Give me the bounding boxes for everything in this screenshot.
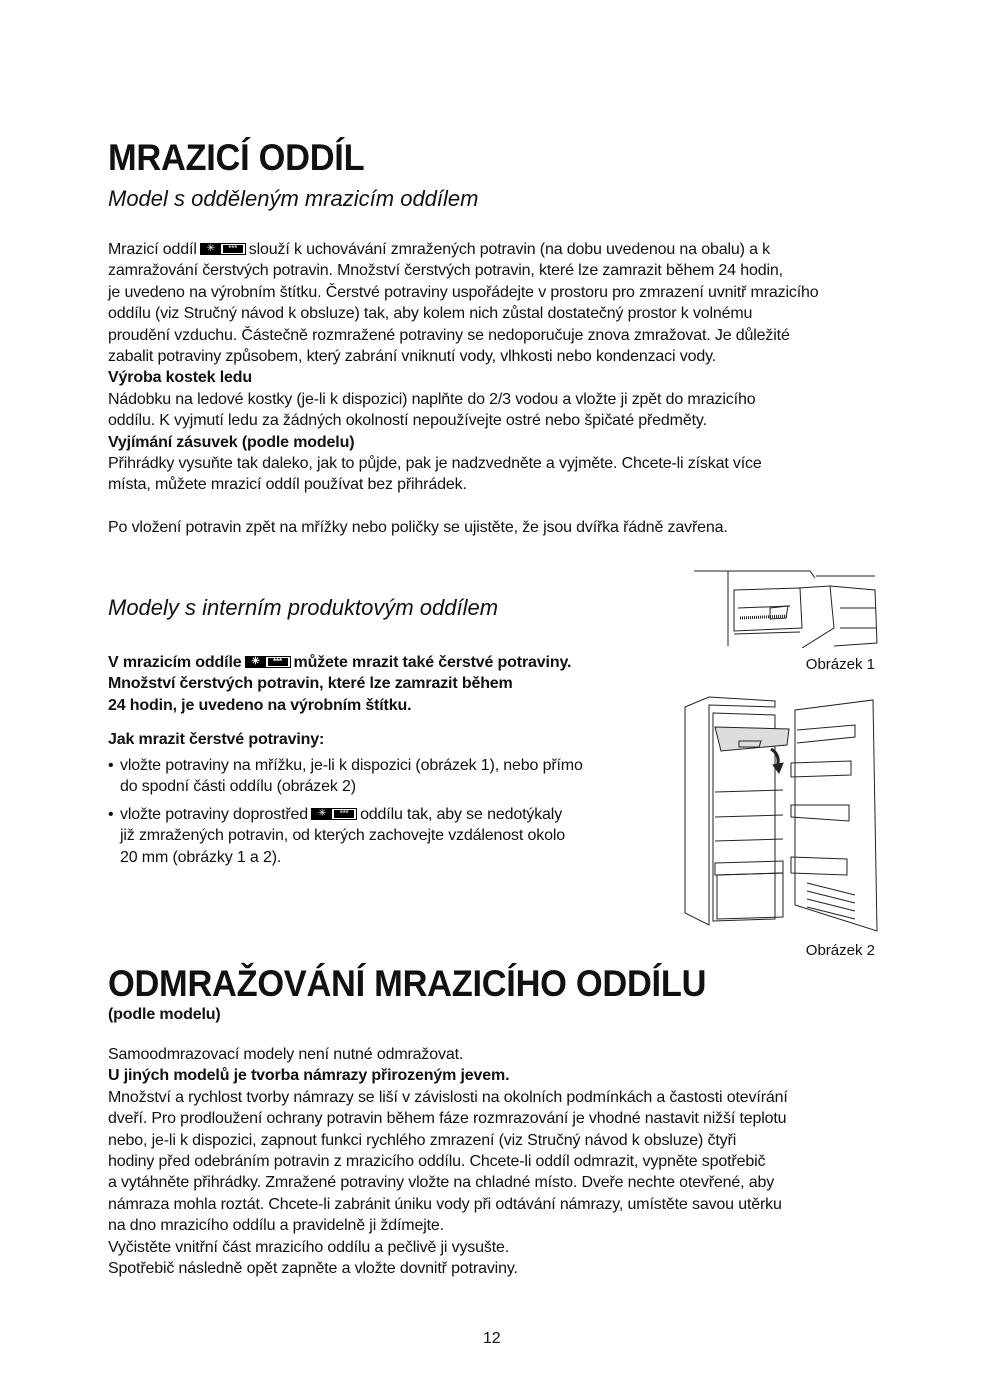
internal-intro	[108, 652, 571, 716]
text: vložte potraviny doprostřed	[120, 806, 309, 823]
text-line: je uvedeno na výrobním štítku. Čerstvé potraviny uspořádejte v prostoru pro zmrazení uvnitř mrazicího	[108, 283, 819, 301]
text-line: Přihrádky vysuňte tak daleko, jak to půjde, pak je nadzvedněte a vyjměte. Chcete-li získat více	[108, 454, 762, 472]
text-line: námraza mohla roztát. Chcete-li zabránit úniku vody při odtávání námrazy, umístěte savou utěrku	[108, 1195, 782, 1213]
freezer-intro	[108, 239, 819, 538]
bullet-item: • vložte potraviny doprostřed ✳ *** oddílu tak, aby se nedotýkaly již zmražených potravin, od kterých zachovejte vzdálenost okolo 20 mm (obrázky 1 a 2).	[108, 804, 565, 868]
text-line: a vytáhněte přihrádky. Zmražené potraviny vložte na chladné místo. Dveře nechte otevřené, aby	[108, 1174, 775, 1192]
text-line: Množství a rychlost tvorby námrazy se liší v závislosti na okolních podmínkách a častosti otevírání	[108, 1088, 788, 1106]
four-star-freezer-icon: ✳ ***	[200, 243, 246, 255]
section-title-freezer: MRAZICÍ ODDÍL	[108, 137, 365, 178]
bullet-item: • vložte potraviny na mřížku, je-li k dispozici (obrázek 1), nebo přímo do spodní části oddílu (obrázek 2)	[108, 755, 583, 798]
text: můžete mrazit také čerstvé potraviny.	[293, 654, 572, 671]
text-line: Vyčistěte vnitřní část mrazicího oddílu a pečlivě ji vysušte.	[108, 1238, 510, 1256]
text-line: místa, můžete mrazicí oddíl používat bez přihrádek.	[108, 476, 467, 494]
text: slouží k uchovávání zmražených potravin (na dobu uvedenou na obalu) a k	[248, 241, 770, 258]
text-line: nebo, je-li k dispozici, zapnout funkci rychlého zmrazení (viz Stručný návod k obsluze) čtyři	[108, 1131, 737, 1149]
text: Mrazicí oddíl	[108, 241, 197, 258]
text-line: oddílu. K vyjmutí ledu za žádných okolností nepoužívejte ostré nebo špičaté předměty.	[108, 412, 707, 430]
text-line: Spotřebič následně opět zapněte a vložte dovnitř potraviny.	[108, 1259, 518, 1277]
figure-2-fridge-illustration	[683, 695, 883, 935]
figure-1-caption: Obrázek 1	[805, 656, 875, 673]
text-line: U jiných modelů je tvorba námrazy přirozeným jevem.	[108, 1067, 510, 1085]
text-line: proudění vzduchu. Částečně rozmražené potraviny se nedoporučuje znova zmražovat. Je důležité	[108, 326, 790, 344]
defrost-note: (podle modelu)	[108, 1006, 221, 1023]
text-line: na dno mrazicího oddílu a pravidelně ji ždímejte.	[108, 1217, 444, 1235]
figure-1-freezer-rack-illustration	[690, 568, 880, 648]
defrost-text	[108, 1044, 788, 1279]
text-line: Samoodmrazovací modely není nutné odmražovat.	[108, 1046, 464, 1063]
text-line: Množství čerstvých potravin, které lze zamrazit během	[108, 675, 513, 693]
text: oddílu tak, aby se nedotýkaly	[360, 806, 563, 823]
page-number: 12	[483, 1330, 501, 1347]
text: vložte potraviny na mřížku, je-li k dispozici (obrázek 1), nebo přímo	[120, 757, 583, 774]
text-line: již zmražených potravin, od kterých zachovejte vzdálenost okolo	[120, 827, 565, 845]
text-line: dveří. Pro prodloužení ochrany potravin během fáze rozmrazování je vhodné nastavit nižší teplotu	[108, 1110, 787, 1128]
text-line: Nádobku na ledové kostky (je-li k dispozici) naplňte do 2/3 vodou a vložte ji zpět do mrazicího	[108, 390, 756, 408]
section-subtitle-separate: Model s odděleným mrazicím oddílem	[108, 186, 479, 211]
text: V mrazicím oddíle	[108, 654, 242, 671]
figure-2-caption: Obrázek 2	[805, 942, 875, 959]
text-line: 20 mm (obrázky 1 a 2).	[120, 848, 282, 866]
text-line: oddílu (viz Stručný návod k obsluze) tak, aby kolem nich zůstal dostatečný prostor k volnému	[108, 305, 753, 323]
how-heading: Jak mrazit čerstvé potraviny:	[108, 731, 325, 748]
text-line: hodiny před odebráním potravin z mrazicího oddílu. Chcete-li oddíl odmrazit, vypněte spotřebič	[108, 1152, 766, 1170]
four-star-freezer-icon: ✳ ***	[245, 656, 291, 668]
text-line: 24 hodin, je uvedeno na výrobním štítku.	[108, 696, 412, 714]
text-line: Po vložení potravin zpět na mřížky nebo poličky se ujistěte, že jsou dvířka řádně zavřena.	[108, 519, 728, 537]
section-title-defrost: ODMRAŽOVÁNÍ MRAZICÍHO ODDÍLU	[108, 963, 707, 1004]
text-line: do spodní části oddílu (obrázek 2)	[120, 778, 356, 796]
four-star-freezer-icon: ✳ ***	[311, 808, 357, 820]
text-line: zabalit potraviny způsobem, který zabrání vniknutí vody, vlhkosti nebo kondenzaci vody.	[108, 347, 717, 365]
text-line: zamražování čerstvých potravin. Množství čerstvých potravin, které lze zamrazit během 24 hodin,	[108, 262, 783, 280]
drawers-heading: Vyjímání zásuvek (podle modelu)	[108, 433, 355, 451]
section-subtitle-internal: Modely s interním produktovým oddílem	[108, 595, 499, 620]
ice-heading: Výroba kostek ledu	[108, 369, 253, 387]
